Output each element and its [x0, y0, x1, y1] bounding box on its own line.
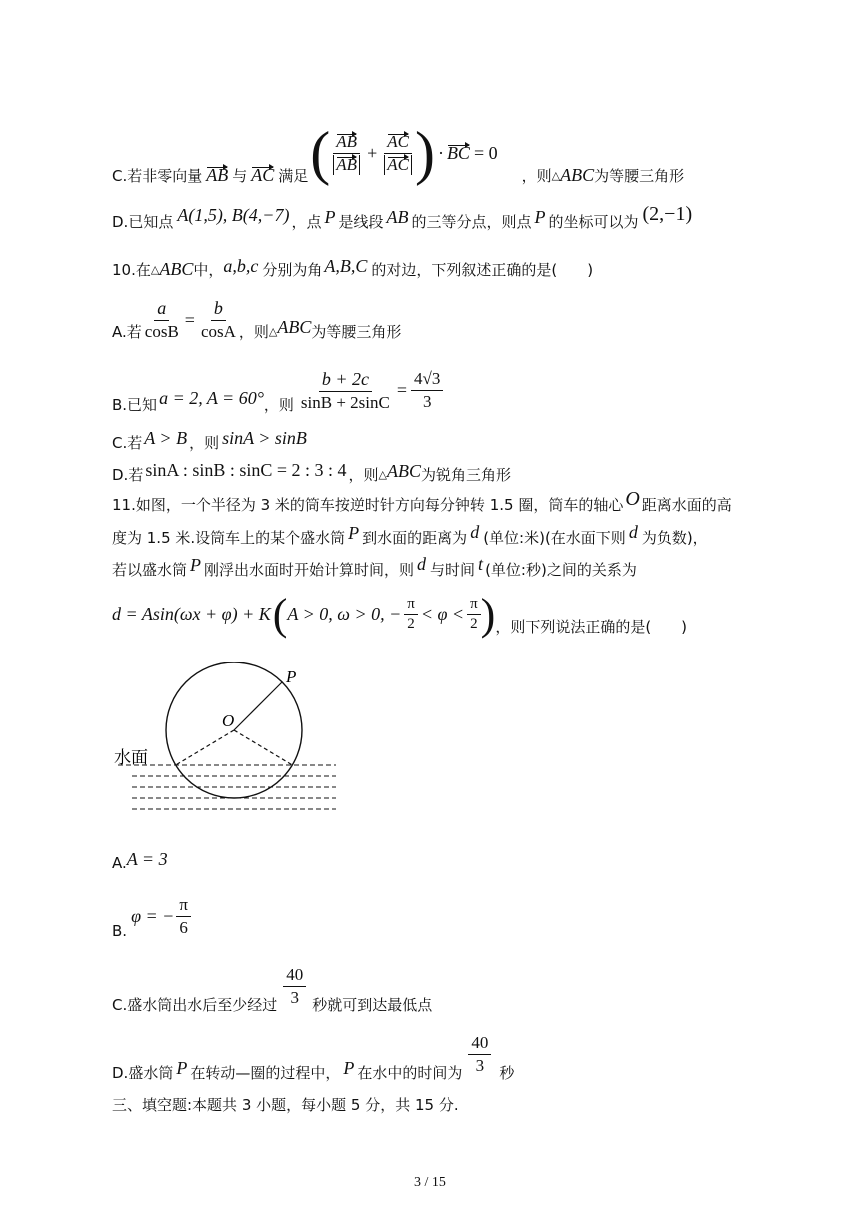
q10-b-rden: 3 — [422, 392, 432, 411]
q11-t: t — [478, 554, 484, 574]
q10-stem-a: 10.在 — [112, 261, 151, 279]
q11-cond-frac2 — [467, 596, 481, 633]
q11-line3c: 与时间 — [430, 561, 476, 579]
q10-a-tri: ABC — [277, 316, 312, 337]
q11-line3b: 刚浮出水面时开始计算时间，则 — [204, 561, 415, 579]
q11-cond-two2: 2 — [470, 616, 478, 632]
q11-option-b — [112, 892, 191, 940]
q10-abc: a,b,c — [223, 256, 259, 276]
q11-c-den: 3 — [290, 988, 299, 1007]
cond-left-paren: ( — [272, 589, 288, 639]
option-9d-mid: ，点 — [291, 212, 322, 231]
option-9c — [112, 118, 684, 188]
option-9c-satisfy: 满足 — [278, 166, 309, 185]
q11-d3: d — [417, 554, 427, 574]
triangle-icon: △ — [378, 468, 388, 481]
q11-d-text3: 在水中的时间为 — [357, 1064, 463, 1082]
q10-b-frac — [298, 369, 393, 413]
q10-stem-b: 中， — [193, 261, 224, 279]
q11-line1b: 距离水面的高 — [641, 496, 732, 514]
q11-d: d — [470, 522, 480, 542]
q11-option-c — [112, 958, 432, 1015]
dot-sign: · — [437, 142, 444, 163]
option-9d-p2: P — [534, 206, 546, 227]
q10-a-frac2 — [198, 298, 239, 342]
q11-line3 — [112, 554, 637, 581]
q11-c-tail: 秒就可到达最低点 — [312, 996, 433, 1014]
vector-ab: AB — [206, 164, 229, 185]
q11-tail: ，则下列说法正确的是( ) — [495, 618, 688, 636]
triangle-icon: △ — [551, 168, 561, 182]
q11-a-label: A. — [112, 854, 127, 872]
option-9d-label: D.已知点 — [112, 212, 174, 231]
q11-line1a: 11.如图，一个半径为 3 米的筒车按逆时针方向每分钟转 1.5 圈，筒车的轴心 — [112, 496, 624, 514]
vector-ac: AC — [251, 164, 275, 185]
frac-ab-norm — [330, 132, 363, 175]
q10-option-d — [112, 456, 511, 485]
q11-d-frac — [468, 1033, 491, 1076]
q11-line3d: (单位:秒)之间的关系为 — [485, 561, 637, 579]
section-3-heading: 三、填空题:本题共 3 小题，每小题 5 分，共 15 分. — [112, 1096, 459, 1114]
q10-b-eq: = — [396, 380, 408, 400]
q11-p2: P — [190, 555, 202, 575]
radius-left — [174, 730, 234, 766]
q10-b-den: sinB + 2sinC — [300, 392, 390, 412]
q10-a-den2: cosA — [200, 322, 236, 341]
q10-b-cond: a = 2, A = 60° — [159, 388, 264, 408]
plus-sign: + — [367, 142, 378, 163]
q11-line2b: 到水面的距离为 — [362, 529, 468, 547]
option-9d — [112, 202, 692, 232]
q10-a-den1: cosB — [144, 322, 179, 341]
q11-cond-pi2: π — [467, 596, 481, 615]
q10-a-num1: a — [154, 298, 169, 321]
q11-cond-frac1 — [404, 596, 418, 633]
q10-a-tail: 为等腰三角形 — [311, 322, 402, 341]
q11-formula: d = Asin(ωx + φ) + K — [112, 604, 271, 624]
q10-b-then: ，则 — [263, 396, 294, 414]
q10-b-rfrac — [411, 369, 443, 412]
q11-line2 — [112, 522, 708, 549]
q11-d2: d — [628, 522, 638, 542]
fig-label-water: 水面 — [114, 748, 148, 768]
q11-o: O — [625, 488, 640, 510]
option-9d-tail: 的三等分点，则点 — [411, 212, 532, 231]
eq-zero: = 0 — [473, 142, 498, 163]
q11-b-num: π — [176, 895, 191, 917]
q11-option-d — [112, 1026, 514, 1083]
q10-b-rnum: 4√3 — [411, 369, 443, 391]
radius-right — [234, 730, 294, 766]
q10-a-frac1 — [142, 298, 182, 342]
q10-tri: ABC — [159, 259, 194, 279]
option-9c-label: C.若非零向量 — [112, 166, 203, 185]
q10-a-eq: = — [184, 309, 195, 330]
option-9c-then: ，则 — [521, 166, 552, 185]
q11-formula-line — [112, 589, 688, 639]
q11-cond-two1: 2 — [407, 616, 415, 632]
q10-option-c — [112, 424, 307, 453]
q11-cond-mid: < φ < — [420, 604, 465, 624]
right-paren: ) — [414, 120, 435, 186]
frac-ab-den: AB — [336, 154, 358, 174]
q11-d-text2: 在转动—圈的过程中， — [190, 1064, 341, 1082]
q11-b-expr: φ = − — [131, 905, 175, 926]
radius-op — [234, 682, 282, 730]
left-paren: ( — [310, 120, 331, 186]
triangle-icon: △ — [268, 324, 278, 338]
q11-d-tail: 秒 — [499, 1064, 515, 1082]
q10-d-then: ，则 — [348, 466, 379, 484]
q11-a-expr: A = 3 — [126, 848, 168, 869]
q10-stem — [112, 256, 593, 283]
q11-d-p2: P — [343, 1058, 355, 1078]
option-9d-p: P — [324, 206, 336, 227]
frac-ac-num: AC — [387, 131, 409, 151]
option-9d-ab: AB — [386, 206, 409, 227]
q10-angles: A,B,C — [324, 256, 368, 276]
q11-d-den: 3 — [475, 1056, 485, 1075]
option-9c-tri: ABC — [560, 164, 595, 185]
cond-right-paren: ) — [480, 589, 496, 639]
vector-bc: BC — [446, 142, 470, 163]
q11-cond-a: A > 0, ω > 0, − — [287, 604, 402, 624]
q11-b-den: 6 — [179, 917, 188, 937]
q11-line2a: 度为 1.5 米.设筒车上的某个盛水筒 — [112, 529, 346, 547]
q10-c-then: ，则 — [189, 434, 220, 452]
q10-option-a — [112, 298, 401, 342]
q10-a-then: ，则 — [238, 322, 269, 341]
option-9d-is-on: 是线段 — [338, 212, 384, 231]
q10-b-num: b + 2c — [319, 369, 372, 392]
q10-stem-d: 的对边，下列叙述正确的是( ) — [371, 261, 594, 279]
q11-line3a: 若以盛水筒 — [112, 561, 188, 579]
q11-d-p1: P — [176, 1058, 188, 1078]
waterwheel-figure — [110, 662, 350, 822]
option-9d-tail2: 的坐标可以为 — [548, 212, 639, 231]
option-9c-conclusion: 为等腰三角形 — [594, 166, 685, 185]
q11-c-num: 40 — [283, 965, 306, 987]
q10-c-res: sinA > sinB — [222, 428, 307, 448]
frac-ac-den: AC — [387, 154, 409, 174]
fig-label-o: O — [222, 711, 235, 730]
q10-option-b — [112, 366, 443, 415]
option-9c-and: 与 — [232, 166, 248, 185]
q10-d-tri: ABC — [387, 461, 422, 481]
q10-c-cond: A > B — [144, 428, 188, 448]
q10-b-label: B.已知 — [112, 396, 158, 414]
q11-c-frac — [283, 965, 306, 1008]
option-9c-condition — [310, 120, 498, 186]
q11-cond-pi1: π — [404, 596, 418, 615]
q11-b-frac — [176, 895, 191, 938]
q10-c-label: C.若 — [112, 434, 143, 452]
q10-stem-c: 分别为角 — [262, 261, 323, 279]
q11-b-label: B. — [112, 922, 128, 940]
triangle-icon: △ — [150, 263, 160, 276]
option-9d-answer: (2,−1) — [642, 202, 693, 225]
option-9d-points: A(1,5), B(4,−7) — [177, 204, 290, 225]
q11-c-text: C.盛水筒出水后至少经过 — [112, 996, 278, 1014]
q11-d-num: 40 — [468, 1033, 491, 1055]
q10-d-cond: sinA : sinB : sinC = 2 : 3 : 4 — [145, 460, 347, 480]
fig-label-p: P — [286, 667, 297, 686]
q11-d-text1: D.盛水筒 — [112, 1064, 174, 1082]
q11-line1 — [112, 488, 732, 515]
q11-line2c: (单位:米)(在水面下则 — [483, 529, 626, 547]
q11-p: P — [348, 523, 360, 543]
q10-d-tail: 为锐角三角形 — [421, 466, 512, 484]
frac-ab-num: AB — [336, 131, 358, 151]
page-number: 3 / 15 — [414, 1175, 446, 1190]
q11-option-a — [112, 846, 168, 872]
q11-line2d: 为负数)， — [641, 529, 708, 547]
q10-a-label: A.若 — [112, 322, 142, 341]
q10-a-num2: b — [211, 298, 226, 321]
q10-d-label: D.若 — [112, 466, 144, 484]
frac-ac-norm — [381, 132, 415, 175]
